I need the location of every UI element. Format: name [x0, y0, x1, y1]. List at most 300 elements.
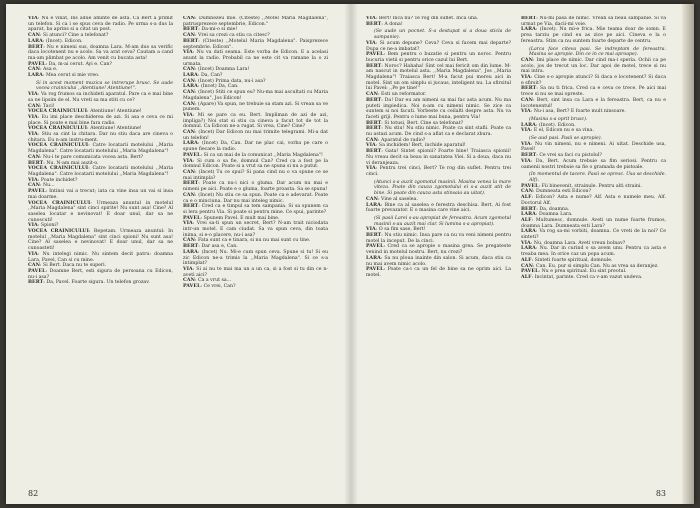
dialogue-line: BERT: (Citeste) ,,Motelul Maria Magdalena". Paisprezece septembrie. Edicon".	[183, 38, 328, 50]
dialogue-text: Eu imi place deschiderea de azi. Si asa e ceva ce mi place. Si poate e mai bine fara radio.	[28, 114, 173, 126]
dialogue-line: VIA: Poate inchidet?	[28, 177, 78, 183]
speaker-name: VIA	[366, 227, 376, 233]
dialogue-text: Da-mi-o si mie!	[201, 27, 238, 33]
dialogue-line: BERT: Nu-mi pasa de nimic. Vrean sa beau sampanie. Si va urmat pe Via, dacii-mi voie.	[521, 16, 666, 27]
speaker-name: VOCEA CRAINICULUI	[28, 229, 89, 235]
dialogue-line: BERT: Nu. N-am mai auzit-o.	[28, 160, 99, 166]
dialogue-line: PAVEL: Poate ca-i ca un fel de bine sa ne oprim aici. La motel.	[366, 267, 511, 278]
dialogue-line: VOCEA CRAINICULUI: Catre locatarii motelului ,,Maria Magdalena". Catre locatarii motelului ,,Maria Magdalena"!	[28, 143, 173, 155]
dialogue-text: Dar asa e, Can.	[201, 244, 238, 250]
dialogue-text: A dona!	[384, 21, 403, 27]
speaker-name: VIA	[366, 166, 376, 172]
speaker-name: CAN	[183, 278, 195, 284]
dialogue-line: BERT: Noroc? Hahaha! Sint cel mai fericit om din lume. M-am nascut in motelul asta. ,,Maria Magdalena", Jos ,,Maria Magdalena"! Traiasca Bert! M-a facut pui mereu aici in motel. Sint un om simplu si jucaus, inteligent nu. La sfirsitul lui Pavel: ,,Pe pe tine!"	[366, 63, 511, 92]
page-number-right: 83	[655, 489, 666, 498]
dialogue-text: Catre locatarii motelului ,,Maria Magdalena". Catre locatarii motelului ,,Maria Magdalena"!	[28, 166, 173, 177]
stage-direction-text: Si in acest moment muzica se intrerupe brusc. Se aude vocea crainicului ,,Atentiune! Atentiune!".	[36, 80, 173, 92]
speaker-name: VIA	[366, 143, 376, 149]
dialogue-line: BERT: Da! Dar eu am nimeni sa mai fac asta acum. Nu ma puteti impiedica. Noi n-am cu nimeni nimic. Se zice ca suntem si noi facuti. Vorbeste cu ceilalti despre asta. Nu va faceti griji. Pentru o lume mai buna, pentru Via!	[366, 97, 511, 120]
dialogue-line: VIA: Eu imi place deschiderea de azi. Si asa e ceva ce mi place. Si poate e mai bine fara radio.	[28, 114, 173, 126]
dialogue-line: LARA: Da, Can?	[183, 73, 223, 79]
dialogue-text: Nu. Dar in curind o sa avem unu. Pentru ca asta e treaba mea. In orice caz un popa acum.	[521, 246, 666, 258]
speaker-name: VIA	[28, 177, 38, 183]
dialogue-line: LARA: (Incet). Nu mi-e frica. Mie teama doar de somn. E prea tarziu pe cind eu as zice pe aici. Cineva e la o fereastra. Stim ca nu suntem foarte departe de centru.	[521, 27, 666, 44]
dialogue-line: VIA: E el, Edicon nu e sa vina.	[521, 128, 594, 134]
speaker-name: CAN	[28, 183, 40, 189]
speaker-name: VIA	[28, 132, 38, 138]
stage-direction	[366, 180, 511, 197]
dialogue-text: Si Bert. Daca nu te superi.	[43, 263, 107, 269]
speaker-name: VIA	[521, 128, 531, 134]
speaker-name: LARA	[183, 73, 198, 79]
dialogue-text: Vrei sa crezi ca stiu ca citesc?	[198, 33, 270, 39]
dialogue-line: VIA: Spioni?	[28, 223, 59, 229]
dialogue-line: LARA: Doamna Lara.	[521, 212, 573, 218]
dialogue-text: (Incet). Edicon.	[538, 122, 576, 128]
dialogue-text: Ce vrei sa faci cu pistolul?	[539, 153, 602, 159]
dialogue-text: (Incet) Doamna Lara!	[198, 67, 250, 73]
speaker-name: LARA	[28, 38, 43, 44]
dialogue-text: Spioni?	[40, 223, 59, 229]
stage-direction	[28, 81, 173, 92]
dialogue-line: PAVEL: Intinsi vai a trecut; iata ca vine insa un vai si insa mai doarme.	[28, 189, 173, 200]
dialogue-text: Sa nu ti frica. Cred ca e ceva ce trece. Pe aici mai trece si nu se mai opreste.	[521, 86, 666, 98]
dialogue-text: Va rog frumos sa inchideti aparatul. Pare ca e mai bine sa ne lipsim de el. Nu vreti sa ma stiti cu ce?	[28, 92, 173, 103]
stage-direction-text: (Se aud pasi. Pasii se apropie).	[529, 136, 603, 142]
dialogue-text: Incintat, parinte. Cred ca v-am vazut undeva.	[534, 274, 643, 280]
dialogue-text: Edicon? Asta e nume? Alf. Asta e numele meu. Alf. Doctorul Alf.	[521, 195, 666, 206]
dialogue-text: Gata! Sintet spionii? Foarte bine! Traiasca spionii! Nu vreau decit sa beau in sanatatea Viei. Si a doua, daca nu vi deranjeaza.	[366, 149, 511, 166]
speaker-name: CAN	[183, 238, 195, 244]
dialogue-line: BERT: Da, Pavel. Foarte sigura. Un telefon grozav.	[28, 280, 150, 286]
dialogue-text: Mea cerut si mie vreo.	[45, 73, 100, 79]
dialogue-line: VIA: Nu intelegi nimic. Nu sintem decit patru: doamna Lara, Pavel, Can si cu mine.	[28, 251, 173, 263]
speaker-name: BERT	[521, 206, 537, 212]
dialogue-text: Da, doamna.	[539, 206, 570, 212]
dialogue-line: VIA: Si ai nu te mai ma un a un ca, si a fost si tu din ce n-aveti aici?	[183, 266, 328, 278]
dialogue-text: Da, Bert. Acum trebuie sa fim seriosi. Pentru ca oamenii nostri trebuie sa fie o gramada de pistoale.	[521, 158, 666, 170]
dialogue-text: Cred ca e timpul sa tem sampania. Si sa spunem ca si lera pentru Via. Si poate si pentru mine. Ce spui, parinte?	[183, 204, 328, 215]
speaker-name: BERT	[366, 21, 382, 27]
speaker-name: PAVEL	[183, 215, 201, 221]
speaker-name: CAN	[521, 189, 533, 195]
dialogue-text: (Incet) Prima data, nu-i asa?	[198, 78, 266, 84]
dialogue-text: (Incet) Dar Edicon nu mai trimite telegrami. Mi-a dat un telefon!	[183, 130, 328, 141]
speaker-name: LARA	[521, 122, 536, 128]
dialogue-line: LARA: Nu. Dar in curind o sa avem unu. Pentru ca asta e treaba mea. In orice caz un popa acum.	[521, 246, 666, 258]
speaker-name: CAN	[28, 263, 40, 269]
dialogue-text: Vine al saselea.	[381, 196, 418, 202]
dialogue-text: Ca a vrut sa...	[198, 278, 232, 284]
dialogue-text: Dumnezeu mie. (Citeste) ,,Motel Maria Magdalena", patrusprezece septembrie, Edicon."	[183, 16, 328, 27]
dialogue-line: VIA: Nu e vinat, Ins adue aminte de asta. Ca Bert a primit un telefon. Si ca i se spus ceva de radio. Pe urma s-a dus la aparat, ba aprins si a citat un post.	[28, 16, 173, 33]
dialogue-line: CAN: Si atunci? Cine a telefonat?	[28, 33, 109, 39]
dialogue-text: Vrei sa-ti spun un secret, Bert? N-am trait niciodata intr-un motel. E cam ciudat. Sa va spun ceva, din toata inima, si e-o placere, nu-i asa?	[183, 221, 328, 238]
dialogue-line: VIA: Pentru trei cinci, Bert? Te rog din suflet. Pentru trei cinci.	[366, 166, 511, 177]
speaker-name: BERT	[28, 160, 44, 166]
speaker-name: BERT	[366, 63, 382, 69]
speaker-name: BERT	[521, 16, 537, 21]
dialogue-text: Multumesc, domnule. Aveti un nume foarte frumos, doamna Lara. Dumneata esti Lara?	[521, 217, 666, 229]
dialogue-line: CAN: (Incet) Tu ce spui? Si pana cind nu o va spune ce se mai intimpla?	[183, 169, 328, 181]
book-gutter	[344, 4, 358, 504]
speaker-name: LARA	[183, 249, 198, 255]
dialogue-text: Nu stiu nimic. Insa pare ca nu va veni nimeni pentru motel la inceput. De la cinci.	[366, 233, 511, 244]
dialogue-line: ALF: Incintat, parinte. Cred ca v-am vazut undeva.	[521, 274, 643, 280]
dialogue-text: Bem pentru o buzatie si pentru un noroc. Pentru bucuria vietii si pentru orice cazul lui Bert.	[366, 52, 511, 63]
dialogue-text: Ce vrei, Can?	[203, 284, 236, 290]
right-page-column-2	[521, 16, 666, 484]
speaker-name: BERT	[366, 233, 382, 239]
dialogue-text: (Incet) Nu. Mi-e cum spun ceva. Spune si tu! Si eu zic Edicon ne-a trimis la ,,Maria Magdalena". Si ce s-a intimplat?	[183, 249, 328, 267]
dialogue-text: Nu va dati seama. Este vorba de Edicon. E a acelasi anunt la radio. Probabil ca ne este cit va ramane la o zi urmata.	[183, 50, 328, 67]
dialogue-line: VIA: Nu va dati seama. Este vorba de Edicon. E a acelasi anunt la radio. Probabil ca ne este cit va ramane la o zi urmata.	[183, 50, 328, 67]
speaker-name: VOCEA CRAINICULUI	[28, 126, 87, 132]
dialogue-text: Bert, sint insa ca Lara e la fereastra. Bert, ca nu e locotenentul!	[521, 97, 666, 109]
dialogue-text: Bert! Inca nu? Te rog din suflet. Inca una.	[378, 16, 479, 21]
speaker-name: PAVEL	[521, 183, 539, 189]
speaker-name: VIA	[366, 16, 376, 21]
dialogue-line: VIA: Da, Bert. Acum trebuie sa fim seriosi. Pentru ca oamenii nostri trebuie sa fie o gramada de pistoale.	[521, 158, 666, 170]
speaker-name: CAN	[183, 192, 195, 198]
dialogue-line: CAN: Dumnezeu mie. (Citeste) ,,Motel Maria Magdalena", patrusprezece septembrie, Edicon."	[183, 16, 328, 27]
dialogue-text: Fata sunt ca e tinara, si nu nu mai sunt cu tine.	[198, 238, 311, 244]
speaker-name: CAN	[183, 101, 195, 107]
dialogue-text: Poate inchidet?	[40, 177, 78, 183]
dialogue-line: PAVEL: Fii binevenit, strainule. Pentru alti straini.	[521, 183, 642, 189]
dialogue-text: Da, Pavel. Foarte sigura. Un telefon grozav.	[46, 280, 150, 286]
dialogue-line: CAN: Asa e.	[28, 67, 58, 73]
dialogue-text: Atentiune! Atentiune!	[90, 126, 142, 132]
book-spread	[6, 4, 694, 504]
dialogue-line: BERT: Gata! Sintet spionii? Foarte bine! Traiasca spionii! Nu vreau decit sa beau in sanatatea Viei. Si a doua, daca nu vi deranjeaza.	[366, 149, 511, 166]
dialogue-line: LARA: (Incet) Da, Can.	[183, 84, 239, 90]
dialogue-text: Da, Can?	[200, 73, 223, 79]
dialogue-line: VIA: Mi se pare ca eu. Bert. Impliman de azi de azi, impliga?) Noi stat si stiu ca cineva a facut tot de tot la domnul. Ca Edicon ne-a rugat. Si vrea, Cine? Cine?	[183, 112, 328, 130]
dialogue-text: Va rog sa-mi vorbiti, doamna. Ce vreti de la noi? Ce sinteti?	[521, 229, 666, 241]
speaker-name: VIA	[521, 109, 531, 115]
speaker-name: BERT	[183, 38, 199, 44]
dialogue-line: CAN: (Incet) Nu stiu ce sa spun. Poate ca e adevarat. Poate ca e o minciuna. Dar nu mai inteleg nimic.	[183, 192, 328, 204]
dialogue-text: Dumneata esti Edicon?	[536, 189, 591, 195]
dialogue-text: Si atunci? Cine a telefonat?	[43, 33, 109, 39]
dialogue-line: BERT: A dona!	[366, 21, 403, 27]
dialogue-line: BERT: Sa nu ti frica. Cred ca e ceva ce trece. Pe aici mai trece si nu se mai opreste.	[521, 86, 666, 98]
speaker-name: LARA	[366, 255, 381, 261]
dialogue-text: Mi se pare ca eu. Bert. Impliman de azi de azi, impliga?) Noi stat si stiu ca cineva a facut tot de tot la domnul. Ca Edicon ne-a rugat. Si vrea, Cine? Cine?	[183, 112, 328, 130]
speaker-name: BERT	[183, 244, 199, 250]
dialogue-line: CAN: Fata sunt ca e tinara, si nu nu mai sunt cu tine.	[183, 238, 311, 244]
speaker-name: CAN	[366, 137, 378, 143]
speaker-name: PAVEL	[183, 152, 201, 158]
dialogue-line: CAN: Nu...	[28, 183, 55, 189]
dialogue-text: Atentiune! Atentiune!	[90, 109, 142, 115]
dialogue-line: CAN: Si Bert. Daca nu te superi.	[28, 263, 107, 269]
speaker-name: CAN	[28, 67, 40, 73]
speaker-name: ALF	[521, 195, 532, 201]
dialogue-line: VIA: Sa inchidem! Bert, inchide aparatul!	[366, 143, 466, 149]
speaker-name: CAN	[521, 263, 533, 269]
dialogue-text: (Citeste) ,,Motelul Maria Magdalena". Paisprezece septembrie. Edicon".	[183, 38, 328, 50]
dialogue-line: VIA: Nu, doamna Lara. Aveti vreun bolnav?	[521, 240, 626, 246]
dialogue-line: ALF: Sinteti foarte spiritual, domnule.	[521, 257, 613, 263]
speaker-name: VOCEA CRAINICULUI	[28, 109, 87, 115]
dialogue-line: PAVEL: Da, m-ai cerut. Ayi e. Can?	[28, 61, 112, 67]
speaker-name: VOCEA CRAINICULUI	[28, 166, 89, 172]
speaker-name: CAN	[366, 92, 378, 98]
dialogue-line: BERT: Da, doamna.	[521, 206, 570, 212]
dialogue-text: Si cum o sa fie, domnul Can? Cred ca a fost pe la domnul Edicon. Poate si a vrut sa ne spuna si nu a putut.	[183, 158, 328, 170]
speaker-name: ALF	[521, 257, 532, 263]
dialogue-text: Urmeaza anuntul in motelul ,,Maria Magdalena" sint cinci spirite! Nu sunt asa! Cine? Al saselea locatar e nevinovat! E doar unul, dar sa ne cunoscuti!	[28, 200, 173, 223]
speaker-name: CAN	[28, 33, 40, 39]
dialogue-line: CAN: Aparatul de radio?	[366, 137, 426, 143]
stage-direction-text: (Atunci s-a auzit zgomotul masinii. Masina venea la mare viteza. Poate din cauza zgomotului ei s-a auzit atit de bine. Si poate din cauza asta stinsaia au uitat).	[374, 179, 511, 197]
stage-direction-text: (Se aude un pocnet. S-a destupat si a doua sticla de sampanie).	[374, 29, 511, 41]
dialogue-line: PAVEL: Ce vrei, Can?	[183, 284, 236, 290]
dialogue-text: Sinteti foarte spiritual, domnule.	[534, 257, 613, 263]
dialogue-line: CAN: Taci!	[28, 103, 55, 109]
dialogue-text: Taci!	[43, 103, 55, 109]
left-page-column-2	[183, 16, 328, 484]
speaker-name: VOCEA CRAINICULUI	[28, 143, 89, 149]
speaker-name: CAN	[183, 169, 195, 175]
speaker-name: BERT	[28, 280, 44, 286]
speaker-name: LARA	[521, 27, 536, 33]
speaker-name: PAVEL	[28, 268, 46, 274]
dialogue-text: Aparatul de radio?	[381, 137, 426, 143]
right-page-column-1	[366, 16, 511, 484]
dialogue-line: BERT: Nu stiu nimic. Insa pare ca nu va veni nimeni pentru motel la inceput. De la cinci.	[366, 233, 511, 244]
speaker-name: VIA	[28, 251, 38, 257]
speaker-name: CAN	[183, 33, 195, 39]
dialogue-line: CAN: Can. Eu, pur si simplu Can. Nu as vrea sa deranjez.	[521, 263, 659, 269]
speaker-name: LARA	[183, 84, 198, 90]
dialogue-text: (Incet). Nu mi-e frica. Mie teama doar de somn. E prea tarziu pe cind eu as zice pe aici. Cineva e la o fereastra. Stim ca nu suntem foarte departe de centru.	[521, 27, 666, 44]
dialogue-text: Nu. N-am mai auzit-o.	[46, 160, 99, 166]
stage-direction-text: (Si pasii Larei s-au apropiat de fereastra. Acum zgomotul masinii s-au auzit mai clar. Si lumina s-a apropiat).	[374, 215, 511, 227]
stage-direction	[521, 47, 666, 58]
dialogue-line: CAN: Imi place de nimic. Dar cind ma-i speria. Ochii ca pe acolo, jos de trecut un loc. Dar apoi de motel, trece si nu mai intra.	[521, 57, 666, 75]
dialogue-line: VIA: Si acum depune? Ceva? Ceva si facem mai departe? Dupa ce ne-a imbatat?	[366, 40, 511, 52]
dialogue-text: Can. Eu, pur si simplu Can. Nu as vrea sa deranjez.	[536, 263, 659, 269]
dialogue-line: CAN: Ca a vrut sa...	[183, 278, 232, 284]
dialogue-text: Esti un reformator.	[381, 92, 427, 98]
speaker-name: BERT	[366, 97, 382, 103]
dialogue-line: VOCEA CRAINICULUI: Repetam. Urmeaza anuntul: In motelul ,,Maria Magdalena" sint cinci spioni! Nu sunt asa! Cine? Al saselea e nevinovat! E doar unul, dar sa ne cunoasteti!	[28, 229, 173, 252]
dialogue-text: Nu-mi pasa de nimic. Vrean sa beau sampanie. Si va urmat pe Via, dacii-mi voie.	[521, 16, 666, 27]
dialogue-line: CAN: Vine al saselea.	[366, 196, 418, 202]
dialogue-line: BERT: Poate ca nu-i nici o gluma. Dar acum nu mai e nimeni pe aici. Poate e o gluma, foarte proasta. Sa se spuna!	[183, 181, 328, 193]
speaker-name: PAVEL	[366, 267, 384, 273]
dialogue-line: ALF: Edicon? Asta e nume? Alf. Asta e numele meu. Alf. Doctorul Alf.	[521, 195, 666, 206]
dialogue-line: CAN: Dumneata esti Edicon?	[521, 189, 591, 195]
speaker-name: LARA	[28, 73, 43, 79]
speaker-name: VIA	[521, 75, 531, 81]
dialogue-text: Si acum depune? Ceva? Ceva si facem mai departe? Dupa ce ne-a imbatat?	[366, 40, 511, 52]
dialogue-line: VIA: Vrei sa-ti spun un secret, Bert? N-am trait niciodata intr-un motel. E cam ciudat. Sa va spun ceva, din toata inima, si e-o placere, nu-i asa?	[183, 221, 328, 238]
dialogue-line: VIA: Si cum o sa fie, domnul Can? Cred ca a fost pe la domnul Edicon. Poate si a vrut sa ne spuna si nu a putut.	[183, 158, 328, 170]
dialogue-line: LARA: (Incet). Edicon.	[521, 122, 576, 128]
dialogue-line: VIA: Bert! Inca nu? Te rog din suflet. Inca una.	[366, 16, 479, 21]
page-number-left: 82	[28, 489, 39, 498]
speaker-name: VIA	[28, 92, 38, 98]
dialogue-text: Nu stiu! Nu stiu nimic. Poate ca sint stafii. Poate ca nu astazi acum. De cind s-a aflat ca e declarat zbura.	[366, 126, 511, 138]
dialogue-text: Intinsi vai a trecut; iata ca vine insa un vai si insa mai doarme.	[28, 189, 173, 200]
dialogue-text: Poate ca nu-i nici o gluma. Dar acum nu mai e nimeni pe aici. Poate e o gluma, foarte proasta. Sa se spuna!	[183, 181, 328, 193]
dialogue-line: BERT: Cred ca e timpul sa tem sampania. Si sa spunem ca si lera pentru Via. Si poate si pentru mine. Ce spui, parinte?	[183, 204, 328, 215]
dialogue-line: CAN: (Incet) Dar Edicon nu mai trimite telegrami. Mi-a dat un telefon!	[183, 130, 328, 141]
dialogue-line: CAN: Vrei sa crezi ca stiu ca citesc?	[183, 33, 270, 39]
dialogue-text: Poate ca-i ca un fel de bine sa ne oprim aici. La motel.	[366, 267, 511, 278]
speaker-name: VIA	[521, 240, 531, 246]
stage-direction	[366, 216, 511, 227]
dialogue-text: (Incet) Nu stiu ce sa spun. Poate ca e adevarat. Poate ca e o minciuna. Dar nu mai inteleg nimic.	[183, 192, 328, 204]
speaker-name: PAVEL	[366, 244, 384, 250]
dialogue-text: Imi place de nimic. Dar cind ma-i speria. Ochii ca pe acolo, jos de trecut un loc. Dar apoi de motel, trece si nu mai intra.	[521, 57, 666, 75]
dialogue-text: (Incet) Stiti ce spun eu? Nu-ma mai ascultati cu Maria Magdalena", Jos Edicon!	[183, 90, 328, 101]
dialogue-text: Nu vin nimeni, nu e nimeni. Ai uitat. Deschide usa, Pavel!	[521, 141, 666, 153]
page-edge	[682, 4, 694, 504]
dialogue-text: Catre locatarii motelului ,,Maria Magdalena". Catre locatarii motelului ,,Maria Magdalena"!	[28, 143, 173, 155]
dialogue-text: Noroc? Hahaha! Sint cel mai fericit om din lume. M-am nascut in motelul asta. ,,Maria Magdalena", Jos ,,Maria Magdalena"! Traiasca Bert! M-a facut pui mereu aici in motel. Sint un om simplu si jucaus, inteligent nu. La sfirsitul lui Pavel: ,,Pe pe tine!"	[366, 63, 511, 92]
dialogue-line: VOCEA CRAINICULUI: Atentiune! Atentiune!	[28, 126, 142, 132]
right-page	[366, 16, 666, 496]
speaker-name: PAVEL	[366, 52, 384, 58]
speaker-name: BERT	[521, 153, 537, 159]
dialogue-line: VIA: Va rog frumos sa inchideti aparatul. Pare ca e mai bine sa ne lipsim de el. Nu vreti sa ma stiti cu ce?	[28, 92, 173, 103]
speaker-name: VIA	[183, 50, 193, 56]
dialogue-text: Si ca un mai de la comunicat ,,Maria Magdalena"!	[203, 152, 323, 158]
dialogue-line: VIA: Stiu sa cint la chitara. Dar nu stiu daca are cineva o chitara. Eu n-am instru-ment.	[28, 132, 173, 143]
dialogue-text: Nu e nimeni sus, doamna Lara. M-am dus sa verific daca locotenent nu e acolo. Sa va arat ceva? Cautam a cand ma-am plimbat pe acolo. Am venit cu bucata asta!	[28, 44, 173, 61]
dialogue-text: Da! Dar eu am nimeni sa mai fac asta acum. Nu ma puteti impiedica. Noi n-am cu nimeni nimic. Se zice ca suntem si noi facuti. Vorbeste cu ceilalti despre asta. Nu va faceti griji. Pentru o lume mai buna, pentru Via!	[366, 97, 511, 120]
speaker-name: VIA	[521, 141, 531, 147]
dialogue-line: VIA: Nu-i asa, Bert? E foarte mult ninsoare.	[521, 109, 626, 115]
stage-direction-text: (Larca face citeva pasi. Se indreptam de fereastra. Masina se apropie. Din ce in ce mai aproape).	[529, 46, 666, 58]
speaker-name: BERT	[366, 120, 382, 126]
speaker-name: CAN	[183, 130, 195, 136]
speaker-name: BERT	[366, 126, 382, 132]
dialogue-line: PAVEL: Cred ca se apropie o masina grea. Se pregateste venind in motelul nostru. Bert, nu crezi?	[366, 244, 511, 256]
speaker-name: CAN	[28, 103, 40, 109]
dialogue-line: VIA: Nu vin nimeni, nu e nimeni. Ai uitat. Deschide usa, Pavel!	[521, 141, 666, 153]
dialogue-text: Fii binevenit, strainule. Pentru alti straini.	[541, 183, 642, 189]
dialogue-line: CAN: Bert, sint insa ca Lara e la fereastra. Bert, ca nu e locotenentul!	[521, 97, 666, 109]
dialogue-text: Si ai nu te mai ma un a un ca, si a fost si tu din ce n-aveti aici?	[183, 266, 328, 278]
dialogue-text: E el, Edicon nu e sa vina.	[533, 128, 594, 134]
speaker-name: VIA	[521, 158, 531, 164]
dialogue-line: LARA: Va rog sa-mi vorbiti, doamna. Ce vreti de la noi? Ce sinteti?	[521, 229, 666, 241]
stage-direction-text: (In momentul de tacere. Pasii se opresc. Usa se deschide. Alf).	[529, 172, 666, 183]
speaker-name: BERT	[28, 44, 44, 50]
speaker-name: VOCEA CRAINICULUI	[28, 200, 91, 206]
stage-direction	[521, 172, 666, 183]
dialogue-text: Cred ca se apropie o masina grea. Se pregateste venind in motelul nostru. Bert, nu crezi?	[366, 244, 511, 256]
speaker-name: CAN	[521, 97, 533, 103]
speaker-name: CAN	[183, 67, 195, 73]
dialogue-line: PAVEL: Doamne Bert, esti sigura de persoana cu Edicon, nu-i asa?	[28, 268, 173, 280]
stage-direction	[366, 29, 511, 40]
speaker-name: CAN	[183, 16, 195, 21]
left-page	[28, 16, 328, 496]
speaker-name: CAN	[28, 154, 40, 160]
speaker-name: VIA	[28, 16, 38, 21]
dialogue-text: Asa e.	[43, 67, 58, 73]
dialogue-text: Repetam. Urmeaza anuntul: In motelul ,,Maria Magdalena" sint cinci spioni! Nu sunt asa! Cine? Al saselea e nevinovat! E doar unul, dar sa ne cunoasteti!	[28, 229, 173, 252]
dialogue-text: Nu-i asa, Bert? E foarte mult ninsoare.	[533, 109, 626, 115]
dialogue-text: Cine s-o apropie atunci? Si daca e locotenent? Si daca e sfirsit?	[521, 75, 666, 86]
speaker-name: LARA	[521, 246, 536, 252]
dialogue-line: BERT: Ce vrei sa faci cu pistolul?	[521, 153, 602, 159]
speaker-name: LARA	[366, 202, 381, 208]
dialogue-line: LARA: (Incet) Da, Can. Dar ne plac cai, vorba pe care o spune fiecare la radio.	[183, 141, 328, 153]
speaker-name: CAN	[183, 90, 195, 96]
dialogue-text: Sa nu ploua inainte din salon. Si acum, daca stiu ca nu mai avem nimic acolo.	[366, 255, 511, 267]
speaker-name: ALF	[521, 274, 532, 280]
speaker-name: BERT	[521, 86, 537, 92]
dialogue-text: Nu...	[43, 183, 55, 189]
dialogue-line: VOCEA CRAINICULUI: Catre locatarii motelului ,,Maria Magdalena". Catre locatarii motelului ,,Maria Magdalena"!	[28, 166, 173, 177]
stage-direction-text: (Masina s-a oprit brusc).	[529, 116, 588, 122]
speaker-name: LARA	[521, 212, 536, 218]
dialogue-line: PAVEL: Spunem Pavel. E mult mai bine.	[183, 215, 280, 221]
speaker-name: LARA	[183, 141, 198, 147]
speaker-name: PAVEL	[183, 284, 201, 290]
dialogue-line: LARA: Sa nu ploua inainte din salon. Si acum, daca stiu ca nu mai avem nimic acolo.	[366, 255, 511, 267]
dialogue-line: BERT: Da-mi-o si mie!	[183, 27, 238, 33]
speaker-name: BERT	[183, 27, 199, 33]
dialogue-line: LARA: Mea cerut si mie vreo.	[28, 73, 100, 79]
speaker-name: LARA	[521, 229, 536, 235]
speaker-name: PAVEL	[28, 189, 46, 195]
dialogue-line: BERT: Nu e nimeni sus, doamna Lara. M-am dus sa verific daca locotenent nu e acolo. Sa va arat ceva? Cautam a cand ma-am plimbat pe acolo. Am venit cu bucata asta!	[28, 44, 173, 61]
dialogue-text: Sa inchidem! Bert, inchide aparatul!	[378, 143, 466, 149]
dialogue-text: Nu, doamna Lara. Aveti vreun bolnav?	[533, 240, 626, 246]
dialogue-text: Nu e vinat, Ins adue aminte de asta. Ca Bert a primit un telefon. Si ca i se spus ceva de radio. Pe urma s-a dus la aparat, ba aprins si a citat un post.	[28, 16, 173, 33]
dialogue-text: Nu-i te pare comunicata vocea asta. Bert?	[43, 154, 144, 160]
speaker-name: CAN	[183, 78, 195, 84]
dialogue-line: VOCEA CRAINICULUI: Atentiune! Atentiune!	[28, 109, 142, 115]
speaker-name: VIA	[183, 266, 193, 272]
dialogue-line: CAN: (Incet) Stiti ce spun eu? Nu-ma mai ascultati cu Maria Magdalena", Jos Edicon!	[183, 90, 328, 101]
dialogue-line: PAVEL: Nu e prea spiritual. Eu sint preotul.	[521, 269, 627, 275]
dialogue-line: CAN: (Incet) Prima data, nu-i asa?	[183, 78, 266, 84]
dialogue-text: Nu e prea spiritual. Eu sint preotul.	[541, 269, 627, 275]
dialogue-text: O sa fim sase, Bert!	[378, 227, 426, 233]
dialogue-line: PAVEL: Bem pentru o buzatie si pentru un noroc. Pentru bucuria vietii si pentru orice cazul lui Bert.	[366, 52, 511, 63]
dialogue-line: PAVEL: Si ca un mai de la comunicat ,,Maria Magdalena"!	[183, 152, 323, 158]
dialogue-line: VIA: O sa fim sase, Bert!	[366, 227, 426, 233]
dialogue-line: VIA: Cine s-o apropie atunci? Si daca e locotenent? Si daca e sfirsit?	[521, 75, 666, 86]
dialogue-line: CAN: (Incet) Doamna Lara!	[183, 67, 250, 73]
dialogue-text: (Incet). Edicon.	[45, 38, 83, 44]
dialogue-text: (Incet) Da, Can. Dar ne plac cai, vorba pe care o spune fiecare la radio.	[183, 141, 328, 153]
speaker-name: BERT	[366, 149, 382, 155]
dialogue-line: CAN: (Apare) Va spun, ne trebuie sa stam azi. Si vrean sa ve punem.	[183, 101, 328, 113]
dialogue-text: Nu intelegi nimic. Nu sintem decit patru: doamna Lara, Pavel, Can si cu mine.	[28, 251, 173, 263]
dialogue-line: LARA: Bine ca al saselea e ferestra deschisa. Bert, Ai fost foarte prevazator. E o masina care vine aici.	[366, 202, 511, 214]
speaker-name: BERT	[183, 204, 199, 210]
dialogue-line: LARA: (Incet). Edicon.	[28, 38, 83, 44]
dialogue-line: BERT: Dar asa e, Can.	[183, 244, 238, 250]
speaker-name: PAVEL	[521, 269, 539, 275]
dialogue-text: Spunem Pavel. E mult mai bine.	[203, 215, 280, 221]
dialogue-text: (Incet) Da, Can.	[200, 84, 239, 90]
dialogue-line: VOCEA CRAINICULUI: Urmeaza anuntul in motelul ,,Maria Magdalena" sint cinci spirite! Nu sunt asa! Cine? Al saselea locatar e nevinovat! E doar unul, dar sa ne cunoscuti!	[28, 200, 173, 223]
dialogue-line: BERT: Si totusi, Bert. Cine sa telefonat?	[366, 120, 464, 126]
speaker-name: PAVEL	[28, 61, 46, 67]
